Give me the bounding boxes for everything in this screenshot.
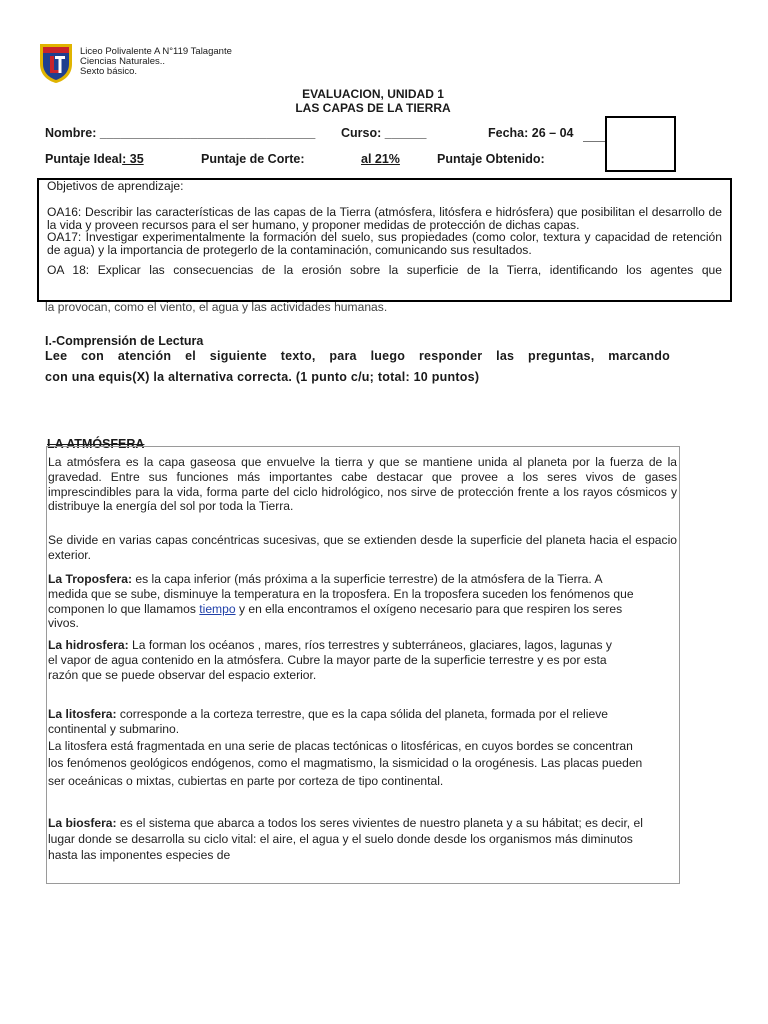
troposphere-label: La Troposfera: xyxy=(48,572,133,586)
troposphere-text-end: y en ella encontramos el oxígeno necesario para que respiren los seres vivos. xyxy=(48,601,623,631)
obtained-score-label: Puntaje Obtenido: xyxy=(437,152,545,166)
section-title: I.-Comprensión de Lectura xyxy=(45,334,204,348)
reading-title: LA ATMÓSFERA xyxy=(47,437,145,451)
lithosphere-paragraph xyxy=(48,707,609,737)
reading-box xyxy=(46,446,680,884)
hydrosphere-paragraph xyxy=(48,638,619,682)
exam-title: EVALUACION, UNIDAD 1 xyxy=(302,87,444,101)
troposphere-text: es la capa inferior (más próxima a la superficie terrestre) de la atmósfera de la Tierra. A medida que se sube, disminuye la temperatura en la troposfera. En la troposfera suceden los fenómenos que componen lo que llamamos xyxy=(48,572,634,616)
ideal-score-value: : 35 xyxy=(122,152,144,166)
lithosphere-paragraph-2: La litosfera está fragmentada en una serie de placas tectónicas o litosféricas, en cuyos bordes se concentran los fenómenos geológicos endógenos, como el magmatismo, la sismicidad o la orogénesis. Las placas pueden ser oceánicas o mixtas, cubiertas en parte por corteza de tipo continental. xyxy=(48,739,643,788)
objective-oa16: OA16: Describir las características de las capas de la Tierra (atmósfera, litósfera e hidrósfera) que posibilitan el desarrollo de la vida y proveen recursos para el ser humano, y proponer medidas de protección de dichas capas. xyxy=(47,204,722,232)
score-box[interactable] xyxy=(605,116,676,172)
reading-paragraph-1: La atmósfera es la capa gaseosa que envuelve la tierra y que se mantiene unida al planeta por la fuerza de la gravedad. Entre sus funciones más importantes cabe destacar que provee a los seres vivos de gases imprescindibles para la vida, forma parte del ciclo hidrológico, nos sirve de protección frente a los rayos cósmicos y distribuye la energía del sol por toda la Tierra. xyxy=(48,455,677,514)
objective-oa18: OA 18: Explicar las consecuencias de la erosión sobre la superficie de la Tierra, identificando los agentes que xyxy=(47,262,722,277)
date-label: Fecha: 26 – 04 xyxy=(488,126,574,140)
tiempo-link[interactable]: tiempo xyxy=(199,601,236,616)
biosphere-paragraph xyxy=(48,816,649,863)
objectives-heading: Objetivos de aprendizaje: xyxy=(47,179,184,193)
school-info xyxy=(80,47,232,77)
course-field[interactable]: Curso: ______ xyxy=(341,126,427,140)
exam-subtitle: LAS CAPAS DE LA TIERRA xyxy=(295,101,451,115)
objective-oa17: OA17: Investigar experimentalmente la formación del suelo, sus propiedades (como color, textura y capacidad de retención de agua) y la importancia de protegerlo de la contaminación, comunicando sus resultados. xyxy=(47,230,722,258)
ideal-score-label: Puntaje Ideal xyxy=(45,152,123,166)
hydrosphere-label: La hidrosfera: xyxy=(48,638,129,652)
objective-oa18-continuation: la provocan, como el viento, el agua y las actividades humanas. xyxy=(45,300,388,314)
lithosphere-text: corresponde a la corteza terrestre, que es la capa sólida del planeta, formada por el relieve continental y submarino. xyxy=(48,707,608,736)
biosphere-text: es el sistema que abarca a todos los seres vivientes de nuestro planeta y a su hábitat; es decir, el lugar donde se desarrolla su ciclo vital: el aire, el agua y el suelo donde desde los organismos más diminutos hasta las imponentes especies de xyxy=(48,816,643,862)
school-name: Liceo Polivalente A N°119 Talagante xyxy=(80,46,232,57)
instructions-line-2: con una equis(X) la alternativa correcta. (1 punto c/u; total: 10 puntos) xyxy=(45,370,480,384)
reading-paragraph-2: Se divide en varias capas concéntricas sucesivas, que se extienden desde la superficie del planeta hacia el espacio exterior. xyxy=(48,533,677,562)
subject-name: Ciencias Naturales.. xyxy=(80,56,166,67)
cutoff-score-value: al 21% xyxy=(361,152,400,166)
cutoff-score-label: Puntaje de Corte: xyxy=(201,152,305,166)
date-underline xyxy=(583,141,605,142)
hydrosphere-text: La forman los océanos , mares, ríos terrestres y subterráneos, glaciares, lagos, lagunas y el vapor de agua contenido en la atmósfera. Cubre la mayor parte de la superficie terrestre y es por esta razón que se puede observar del espacio exterior. xyxy=(48,638,612,682)
troposphere-paragraph xyxy=(48,572,643,631)
name-field[interactable]: Nombre: _______________________________ xyxy=(45,126,316,140)
lithosphere-label: La litosfera: xyxy=(48,707,117,721)
school-logo-shield xyxy=(38,42,74,84)
objectives-box xyxy=(37,178,732,302)
ideal-score xyxy=(45,152,144,166)
instructions-line-1: Lee con atención el siguiente texto, para luego responder las preguntas, marcando xyxy=(45,349,670,363)
grade-level: Sexto básico. xyxy=(80,66,138,77)
biosphere-label: La biosfera: xyxy=(48,816,117,830)
